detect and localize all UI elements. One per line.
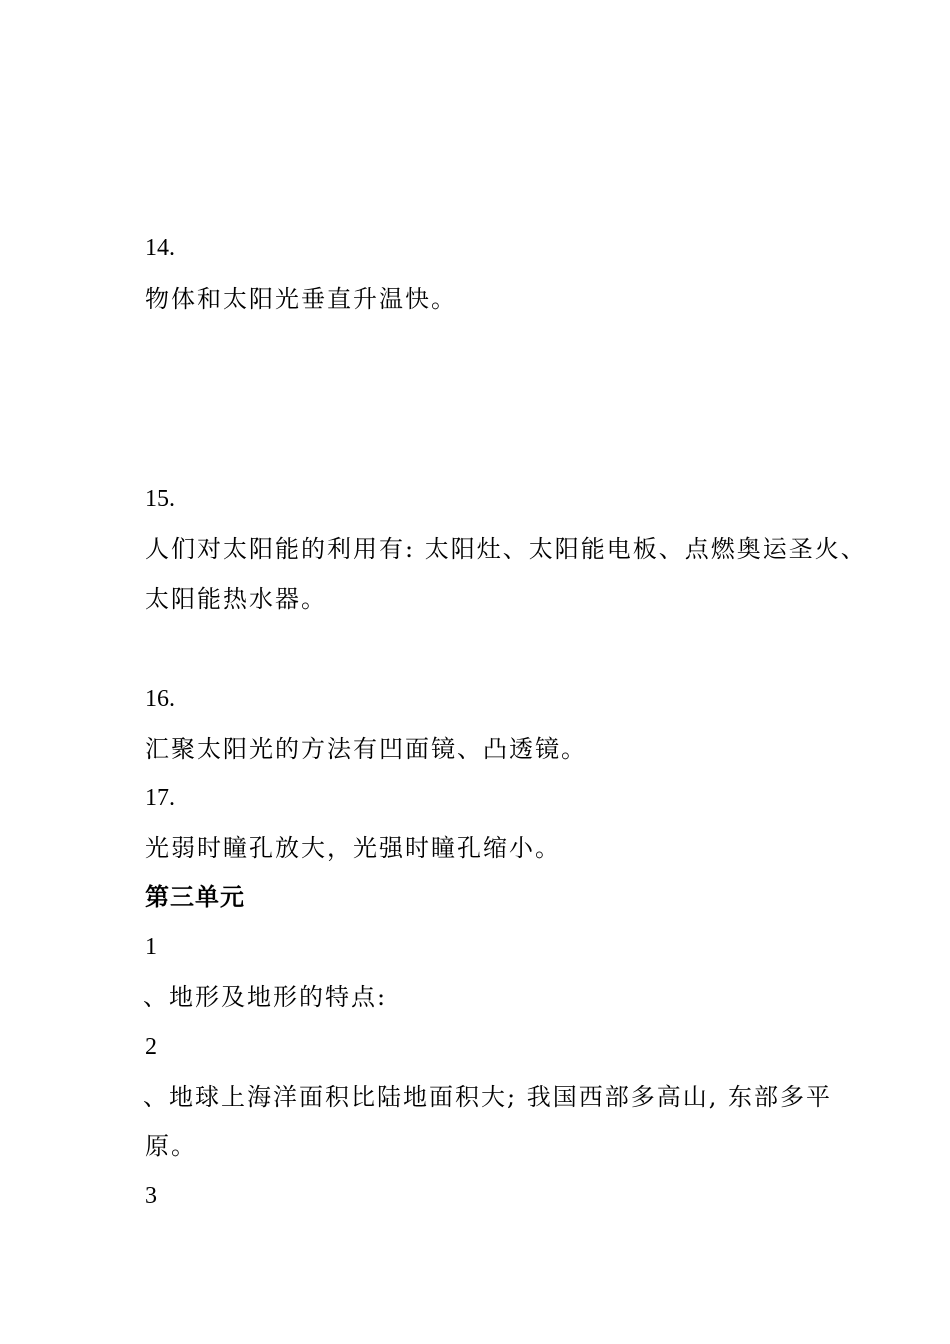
item-number-15: 15. bbox=[145, 486, 175, 512]
unit3-number-1: 1 bbox=[145, 934, 157, 960]
unit3-number-2: 2 bbox=[145, 1034, 157, 1060]
item-text-16: 汇聚太阳光的方法有凹面镜、凸透镜。 bbox=[145, 735, 587, 763]
unit3-number-3: 3 bbox=[145, 1183, 157, 1209]
item-text-14: 物体和太阳光垂直升温快。 bbox=[145, 285, 457, 313]
item-text-15-line-2: 太阳能热水器。 bbox=[145, 585, 327, 613]
item-number-16: 16. bbox=[145, 686, 175, 712]
unit3-text-1: 、地形及地形的特点: bbox=[143, 983, 388, 1011]
item-number-17: 17. bbox=[145, 785, 175, 811]
section-title: 第三单元 bbox=[145, 883, 245, 911]
unit3-text-2-line-2: 原。 bbox=[145, 1132, 197, 1160]
item-number-14: 14. bbox=[145, 235, 175, 261]
item-text-15-line-1: 人们对太阳能的利用有: 太阳灶、太阳能电板、点燃奥运圣火、 bbox=[145, 535, 867, 563]
item-text-17: 光弱时瞳孔放大，光强时瞳孔缩小。 bbox=[145, 834, 561, 862]
unit3-text-2-line-1: 、地球上海洋面积比陆地面积大; 我国西部多高山, 东部多平 bbox=[143, 1083, 832, 1111]
